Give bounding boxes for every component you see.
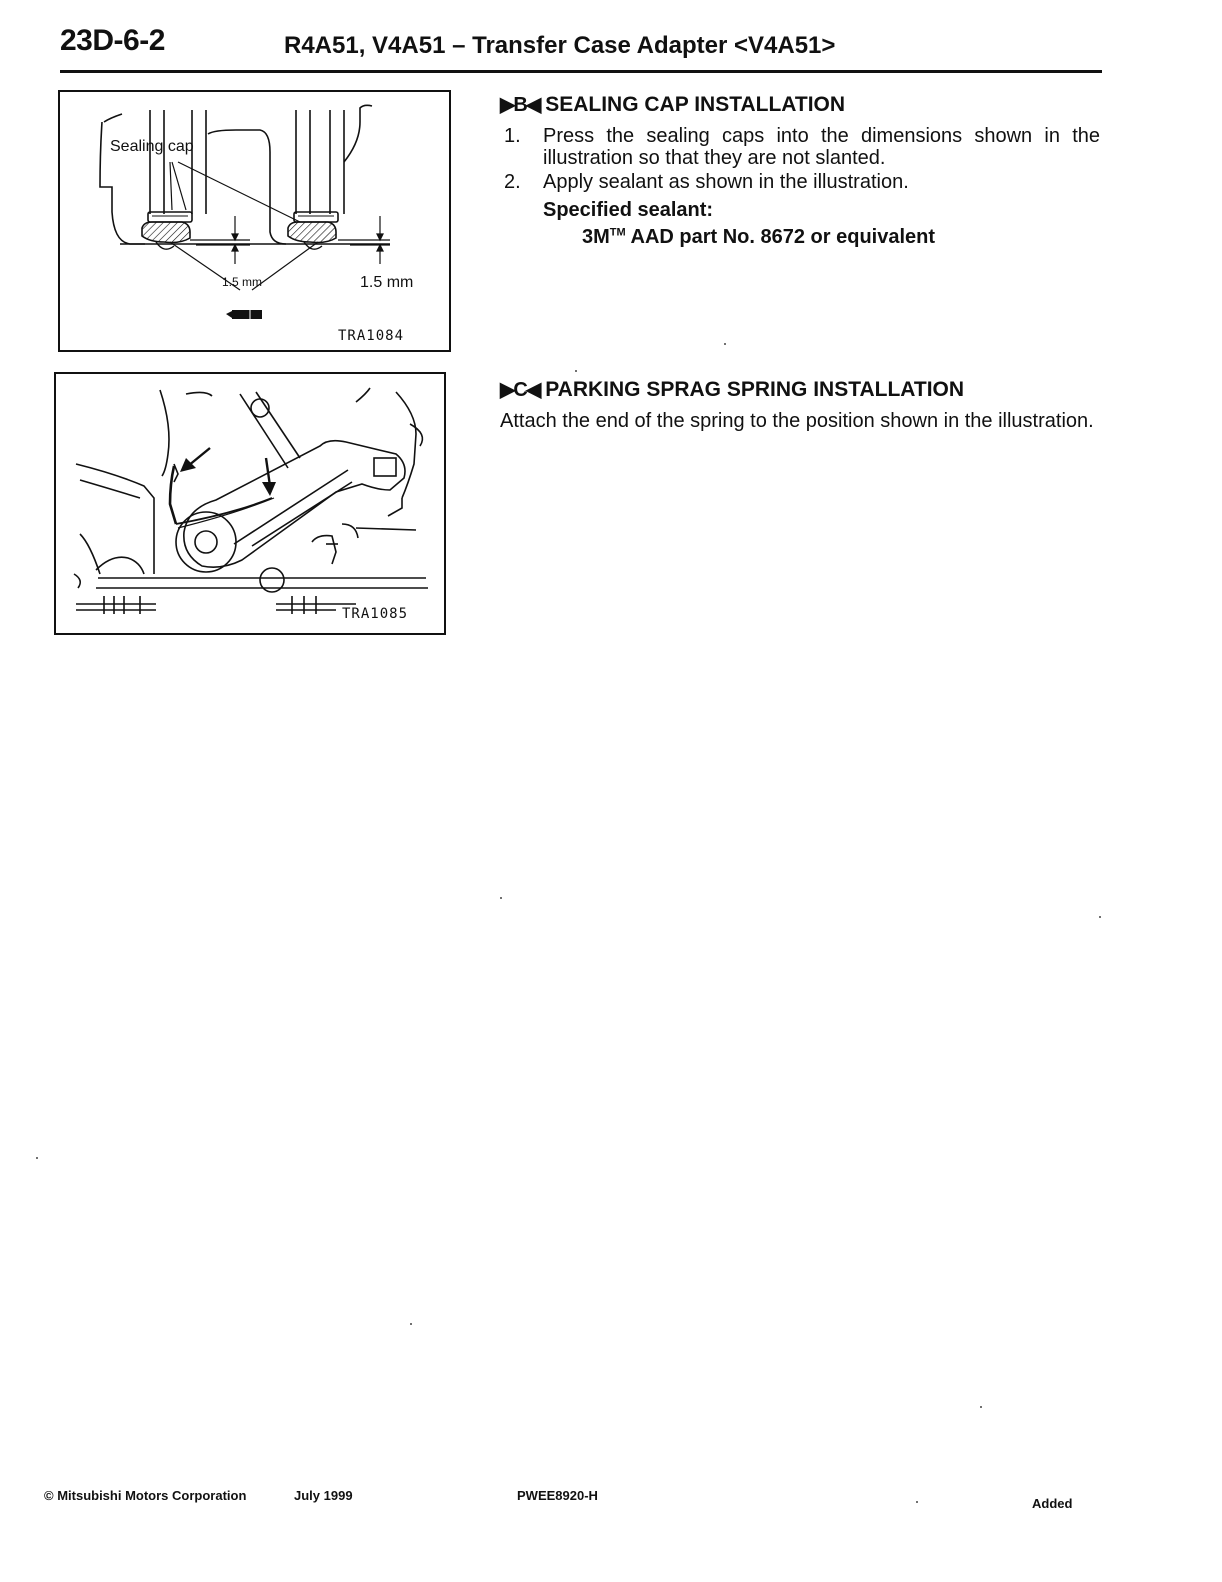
sealant-part: AAD part No. 8672 or equivalent [625, 226, 936, 248]
step-number: 2. [504, 171, 521, 193]
step-text: Press the sealing caps into the dimensions shown in the illustration so that they are not slanted. [543, 125, 1100, 169]
sealing-cap-label: Sealing cap [110, 138, 194, 155]
document-title: R4A51, V4A51 – Transfer Case Adapter <V4A51> [284, 32, 836, 59]
section-marker: ▶C◀ [500, 379, 540, 401]
scan-speck [500, 897, 502, 899]
parking-sprag-illustration [56, 374, 444, 633]
sealant-value [582, 226, 1100, 249]
scan-speck [980, 1406, 982, 1408]
footer-doc-code: PWEE8920-H [517, 1488, 598, 1503]
footer-status: Added [1032, 1496, 1073, 1511]
left-arrow-icon [180, 448, 210, 472]
scan-speck [916, 1501, 918, 1503]
section-heading [500, 92, 1100, 117]
sealing-cap-figure [58, 90, 451, 352]
page-header [60, 22, 1102, 76]
figure-code: TRA1084 [338, 328, 405, 344]
step-item [500, 171, 1100, 193]
sealant-label: Specified sealant: [543, 199, 714, 221]
step-text: Apply sealant as shown in the illustration. [543, 171, 909, 193]
sealant-brand: 3M [582, 226, 610, 248]
step-list [500, 125, 1100, 193]
parking-sprag-section [500, 377, 1100, 432]
section-title: SEALING CAP INSTALLATION [545, 92, 846, 116]
left-dimension-label: 1.5 mm [222, 275, 263, 289]
footer-copyright: © Mitsubishi Motors Corporation [44, 1488, 247, 1503]
right-dimension-label: 1.5 mm [360, 274, 414, 291]
step-number: 1. [504, 125, 521, 147]
trademark-mark: TM [609, 226, 626, 239]
scan-speck [410, 1323, 412, 1325]
parking-sprag-figure [54, 372, 446, 635]
scan-speck [36, 1157, 38, 1159]
scan-speck [724, 343, 726, 345]
footer-date: July 1999 [294, 1488, 353, 1503]
scan-speck [575, 370, 577, 372]
section-paragraph: Attach the end of the spring to the position shown in the illustration. [500, 410, 1094, 432]
sealant-tube-icon [226, 308, 262, 321]
header-rule [60, 70, 1102, 73]
right-arrow-icon [262, 458, 276, 496]
section-title: PARKING SPRAG SPRING INSTALLATION [545, 377, 965, 401]
scan-speck [1099, 916, 1101, 918]
section-marker: ▶B◀ [500, 94, 540, 116]
sealing-cap-section [500, 92, 1100, 249]
page-number: 23D-6-2 [60, 24, 165, 57]
sealing-cap-illustration [60, 92, 449, 350]
figure-code: TRA1085 [342, 606, 409, 622]
step-item [500, 125, 1100, 169]
section-heading [500, 377, 1100, 402]
